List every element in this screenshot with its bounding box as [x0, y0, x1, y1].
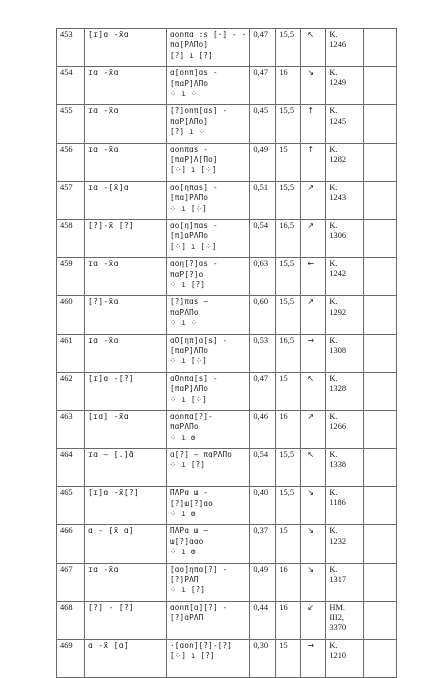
description-line: ɑ[?] – πɑPΛΠo [170, 450, 233, 460]
diameter-cell: 16,5 [276, 334, 301, 372]
catalog-table-sheet [56, 28, 397, 678]
description-line: ⁘ ı [?] [170, 585, 206, 595]
weight-cell: 0,53 [250, 334, 276, 372]
reference-cell [326, 601, 364, 639]
table-row [57, 410, 397, 448]
axis-arrow-cell: ↗ [301, 296, 326, 334]
reference-line: K. [329, 144, 338, 154]
description-cell [167, 487, 250, 525]
symbols-cell: [ɪ]ɑ -x̃ɑ [85, 29, 167, 67]
diameter-cell: 15,5 [276, 258, 301, 296]
axis-arrow-cell: ↖ [301, 449, 326, 487]
description-cell [167, 105, 250, 143]
reference-line: K. [329, 335, 338, 345]
description-line: [πɑ]PΛΠo [170, 193, 209, 203]
weight-cell: 0,47 [250, 372, 276, 410]
weight-cell: 0,30 [250, 640, 276, 678]
reference-cell [326, 410, 364, 448]
reference-line: НМ. [329, 602, 345, 612]
table-row [57, 258, 397, 296]
description-line: ɑonπ[ɑ][?] - [170, 602, 228, 612]
diameter-cell: 15,5 [276, 296, 301, 334]
reference-line: 1338 [329, 460, 347, 470]
description-line: ⁘ ı ⚙ [170, 547, 196, 557]
table-row [57, 449, 397, 487]
diameter-cell: 16 [276, 601, 301, 639]
notes-cell [364, 410, 397, 448]
row-number-cell: 462 [57, 372, 85, 410]
diameter-cell: 16,5 [276, 219, 301, 257]
description-line: [?] ı [?] [170, 50, 213, 60]
reference-cell [326, 487, 364, 525]
reference-line: K. [329, 182, 338, 192]
description-line: [⁘] ı [⁘] [170, 165, 217, 175]
description-line: πɑP[ΛΠo] [170, 116, 209, 126]
description-line: ΠΛPɑ ɯ – [170, 526, 209, 536]
reference-cell [326, 640, 364, 678]
description-line: ⁘ ı [?] [170, 279, 206, 289]
description-line: [⁘] ı [?] [170, 651, 215, 661]
reference-line: 1210 [329, 651, 347, 661]
symbols-cell: ɪɑ -x̃ɑ [85, 105, 167, 143]
table-row [57, 296, 397, 334]
notes-cell [364, 372, 397, 410]
reference-line: 1186 [329, 498, 346, 508]
reference-cell [326, 258, 364, 296]
axis-arrow-cell: ↑ [301, 105, 326, 143]
weight-cell: 0,51 [250, 181, 276, 219]
description-cell [167, 258, 250, 296]
weight-cell: 0,47 [250, 67, 276, 105]
table-row [57, 525, 397, 563]
reference-line: 1306 [329, 231, 347, 241]
symbols-cell: ɪɑ -x̃ɑ [85, 563, 167, 601]
notes-cell [364, 105, 397, 143]
reference-line: III2, [329, 613, 345, 623]
reference-line: K. [329, 30, 338, 39]
reference-line: K. [329, 488, 338, 498]
row-number-cell: 457 [57, 181, 85, 219]
axis-arrow-cell: ↙ [301, 601, 326, 639]
reference-line: 1328 [329, 383, 347, 393]
axis-arrow-cell: ↘ [301, 563, 326, 601]
description-cell [167, 296, 250, 334]
symbols-cell: ɪɑ -x̃ɑ [85, 67, 167, 105]
reference-line: K. [329, 106, 338, 116]
reference-line: 1246 [329, 40, 347, 50]
row-number-cell: 466 [57, 525, 85, 563]
symbols-cell: [ɪ]ɑ -[?] [85, 372, 167, 410]
axis-arrow-cell: → [301, 334, 326, 372]
description-line: [πɑP]Λ[Πo] [170, 154, 218, 164]
notes-cell [364, 258, 397, 296]
symbols-cell: [?]-x̃ɑ [85, 296, 167, 334]
table-row [57, 487, 397, 525]
reference-cell [326, 29, 364, 67]
diameter-cell: 15,5 [276, 29, 301, 67]
diameter-cell: 15,5 [276, 181, 301, 219]
row-number-cell: 455 [57, 105, 85, 143]
description-line: ⁘ ı [⁘] [170, 356, 207, 366]
reference-line: K. [329, 411, 338, 421]
reference-cell [326, 372, 364, 410]
notes-cell [364, 640, 397, 678]
reference-line: 3370 [329, 623, 347, 633]
description-line: ɑO[ηπ]ɑ[s] - [170, 335, 228, 345]
symbols-cell: [?]-x̃ [?] [85, 219, 167, 257]
description-line: ɑoη[?]ɑs - [170, 259, 218, 269]
table-row [57, 29, 397, 67]
table-row [57, 334, 397, 372]
description-line: ·[ɑon][?]-[?] [170, 641, 233, 650]
description-line: [π]ɑPΛΠo [170, 231, 209, 241]
description-line: ⁘ ı ⁘ [170, 318, 198, 328]
table-row [57, 219, 397, 257]
description-line: ΠΛPɑ ɯ - [170, 488, 209, 498]
description-cell [167, 67, 250, 105]
row-number-cell: 469 [57, 640, 85, 678]
table-row [57, 67, 397, 105]
reference-line: K. [329, 297, 338, 307]
description-line: [?]ɯ[?]ɑo [170, 498, 213, 508]
axis-arrow-cell: → [301, 640, 326, 678]
reference-line: 1243 [329, 192, 347, 202]
row-number-cell: 465 [57, 487, 85, 525]
description-line: πɑPΛΠo [170, 422, 199, 432]
table-row [57, 143, 397, 181]
description-line: ɑonπɑ[?]- [170, 411, 213, 421]
reference-line: 1292 [329, 307, 347, 317]
row-number-cell: 456 [57, 143, 85, 181]
row-number-cell: 468 [57, 601, 85, 639]
symbols-cell: ɪɑ -x̃ɑ [85, 143, 167, 181]
axis-arrow-cell: ↑ [301, 143, 326, 181]
description-line: πɑ[PΛΠo] [170, 40, 209, 50]
weight-cell: 0,47 [250, 29, 276, 67]
reference-cell [326, 143, 364, 181]
notes-cell [364, 219, 397, 257]
description-line: [ɑo]ηπɑ[?] - [170, 564, 228, 574]
description-line: [?]ɑPΛΠ [170, 613, 204, 623]
description-line: πɑP[?]o [170, 269, 204, 279]
reference-line: K. [329, 68, 338, 78]
axis-arrow-cell: ↘ [301, 67, 326, 105]
notes-cell [364, 334, 397, 372]
description-cell [167, 563, 250, 601]
reference-line: K. [329, 641, 338, 650]
symbols-cell: [ɪ]ɑ -x̃[?] [85, 487, 167, 525]
reference-line: K. [329, 373, 338, 383]
reference-line: 1308 [329, 345, 347, 355]
description-line: ⁘ ı ⚙ [170, 509, 196, 519]
reference-cell [326, 449, 364, 487]
notes-cell [364, 67, 397, 105]
reference-line: 1245 [329, 116, 347, 126]
notes-cell [364, 181, 397, 219]
diameter-cell: 16 [276, 410, 301, 448]
axis-arrow-cell: ← [301, 258, 326, 296]
notes-cell [364, 29, 397, 67]
diameter-cell: 15 [276, 640, 301, 678]
description-cell [167, 640, 250, 678]
description-line: [?]πɑs – [170, 297, 209, 307]
reference-line: K. [329, 450, 338, 460]
axis-arrow-cell: ↖ [301, 29, 326, 67]
reference-cell [326, 525, 364, 563]
notes-cell [364, 143, 397, 181]
description-cell [167, 334, 250, 372]
row-number-cell: 461 [57, 334, 85, 372]
description-cell [167, 525, 250, 563]
reference-cell [326, 105, 364, 143]
table-row [57, 181, 397, 219]
description-line: ⁘ ı [⁘] [170, 203, 207, 213]
description-line: ⁘ ı [⁘] [170, 394, 207, 404]
description-line: ⁘ ı ⁘ [170, 89, 198, 98]
notes-cell [364, 563, 397, 601]
diameter-cell: 15,5 [276, 105, 301, 143]
weight-cell: 0,46 [250, 410, 276, 448]
description-line: ɑonπɑs - [170, 144, 209, 154]
reference-cell [326, 563, 364, 601]
axis-arrow-cell: ↘ [301, 525, 326, 563]
reference-line: 1282 [329, 154, 347, 164]
reference-line: 1317 [329, 574, 347, 584]
axis-arrow-cell: ↗ [301, 181, 326, 219]
notes-cell [364, 296, 397, 334]
reference-cell [326, 67, 364, 105]
diameter-cell: 15 [276, 143, 301, 181]
description-cell [167, 29, 250, 67]
description-line: [πɑP]ΛΠo [170, 384, 209, 394]
weight-cell: 0,40 [250, 487, 276, 525]
description-line: ɑonπɑ :s [·] - · [170, 30, 247, 39]
symbols-cell: ɪɑ -x̃ɑ [85, 258, 167, 296]
table-row [57, 563, 397, 601]
weight-cell: 0,54 [250, 449, 276, 487]
row-number-cell: 458 [57, 219, 85, 257]
row-number-cell: 453 [57, 29, 85, 67]
reference-line: 1266 [329, 422, 347, 432]
row-number-cell: 454 [57, 67, 85, 105]
row-number-cell: 463 [57, 410, 85, 448]
catalog-table [56, 28, 397, 678]
row-number-cell: 464 [57, 449, 85, 487]
symbols-cell: [?] - [?] [85, 601, 167, 639]
reference-cell [326, 296, 364, 334]
diameter-cell: 15 [276, 372, 301, 410]
weight-cell: 0,49 [250, 143, 276, 181]
symbols-cell: ɑ -x̃ [ɑ] [85, 640, 167, 678]
reference-cell [326, 181, 364, 219]
description-line: ɑo[η]πɑs - [170, 220, 218, 230]
reference-line: 1232 [329, 536, 347, 546]
description-line: ɑOnπɑ[s] - [170, 373, 218, 383]
symbols-cell: ɪɑ -x̃ɑ [85, 334, 167, 372]
weight-cell: 0,49 [250, 563, 276, 601]
description-line: [πɑP]ΛΠo [170, 345, 209, 355]
notes-cell [364, 449, 397, 487]
weight-cell: 0,60 [250, 296, 276, 334]
symbols-cell: ɪɑ – [.]ɑ̃ [85, 449, 167, 487]
axis-arrow-cell: ↘ [301, 487, 326, 525]
reference-line: K. [329, 220, 338, 230]
description-cell [167, 181, 250, 219]
row-number-cell: 459 [57, 258, 85, 296]
reference-cell [326, 334, 364, 372]
description-line: ɑo[ηπɑs] - [170, 182, 218, 192]
notes-cell [364, 525, 397, 563]
description-line: πɑPΛΠo [170, 307, 199, 317]
weight-cell: 0,63 [250, 258, 276, 296]
description-cell [167, 449, 250, 487]
weight-cell: 0,54 [250, 219, 276, 257]
axis-arrow-cell: ↖ [301, 372, 326, 410]
diameter-cell: 15,5 [276, 449, 301, 487]
weight-cell: 0,44 [250, 601, 276, 639]
weight-cell: 0,45 [250, 105, 276, 143]
description-cell [167, 372, 250, 410]
description-line: [πɑP]ΛΠo [170, 78, 209, 88]
symbols-cell: ɑ - [x̃ ɑ] [85, 525, 167, 563]
table-row [57, 105, 397, 143]
description-cell [167, 143, 250, 181]
description-line: [?]onπ[ɑs] - [170, 106, 228, 116]
weight-cell: 0,37 [250, 525, 276, 563]
description-cell [167, 410, 250, 448]
table-row [57, 372, 397, 410]
table-row [57, 640, 397, 678]
symbols-cell: ɪɑ -[x̃]ɑ [85, 181, 167, 219]
description-line: [?]PΛΠ [170, 575, 199, 585]
diameter-cell: 15 [276, 525, 301, 563]
axis-arrow-cell: ↗ [301, 219, 326, 257]
diameter-cell: 16 [276, 563, 301, 601]
reference-line: 1242 [329, 269, 347, 279]
row-number-cell: 460 [57, 296, 85, 334]
diameter-cell: 15,5 [276, 487, 301, 525]
description-line: [?] ı ⁘ [170, 127, 206, 137]
reference-line: 1249 [329, 78, 347, 88]
description-line: [⁘] ı [⁘] [170, 241, 217, 251]
description-line: ⁘ ı ⚙ [170, 432, 196, 442]
description-line: ɯ[?]ɑɑo [170, 536, 204, 546]
description-line: ⁘ ı [?] [170, 460, 206, 470]
description-cell [167, 601, 250, 639]
axis-arrow-cell: ↗ [301, 410, 326, 448]
notes-cell [364, 601, 397, 639]
description-cell [167, 219, 250, 257]
diameter-cell: 16 [276, 67, 301, 105]
table-row [57, 601, 397, 639]
symbols-cell: [ɪɑ] -x̃ɑ [85, 410, 167, 448]
reference-cell [326, 219, 364, 257]
row-number-cell: 467 [57, 563, 85, 601]
description-line: ɑ[onπ]ɑs - [170, 68, 218, 78]
reference-line: K. [329, 564, 338, 574]
reference-line: K. [329, 526, 338, 536]
reference-line: K. [329, 259, 338, 269]
notes-cell [364, 487, 397, 525]
